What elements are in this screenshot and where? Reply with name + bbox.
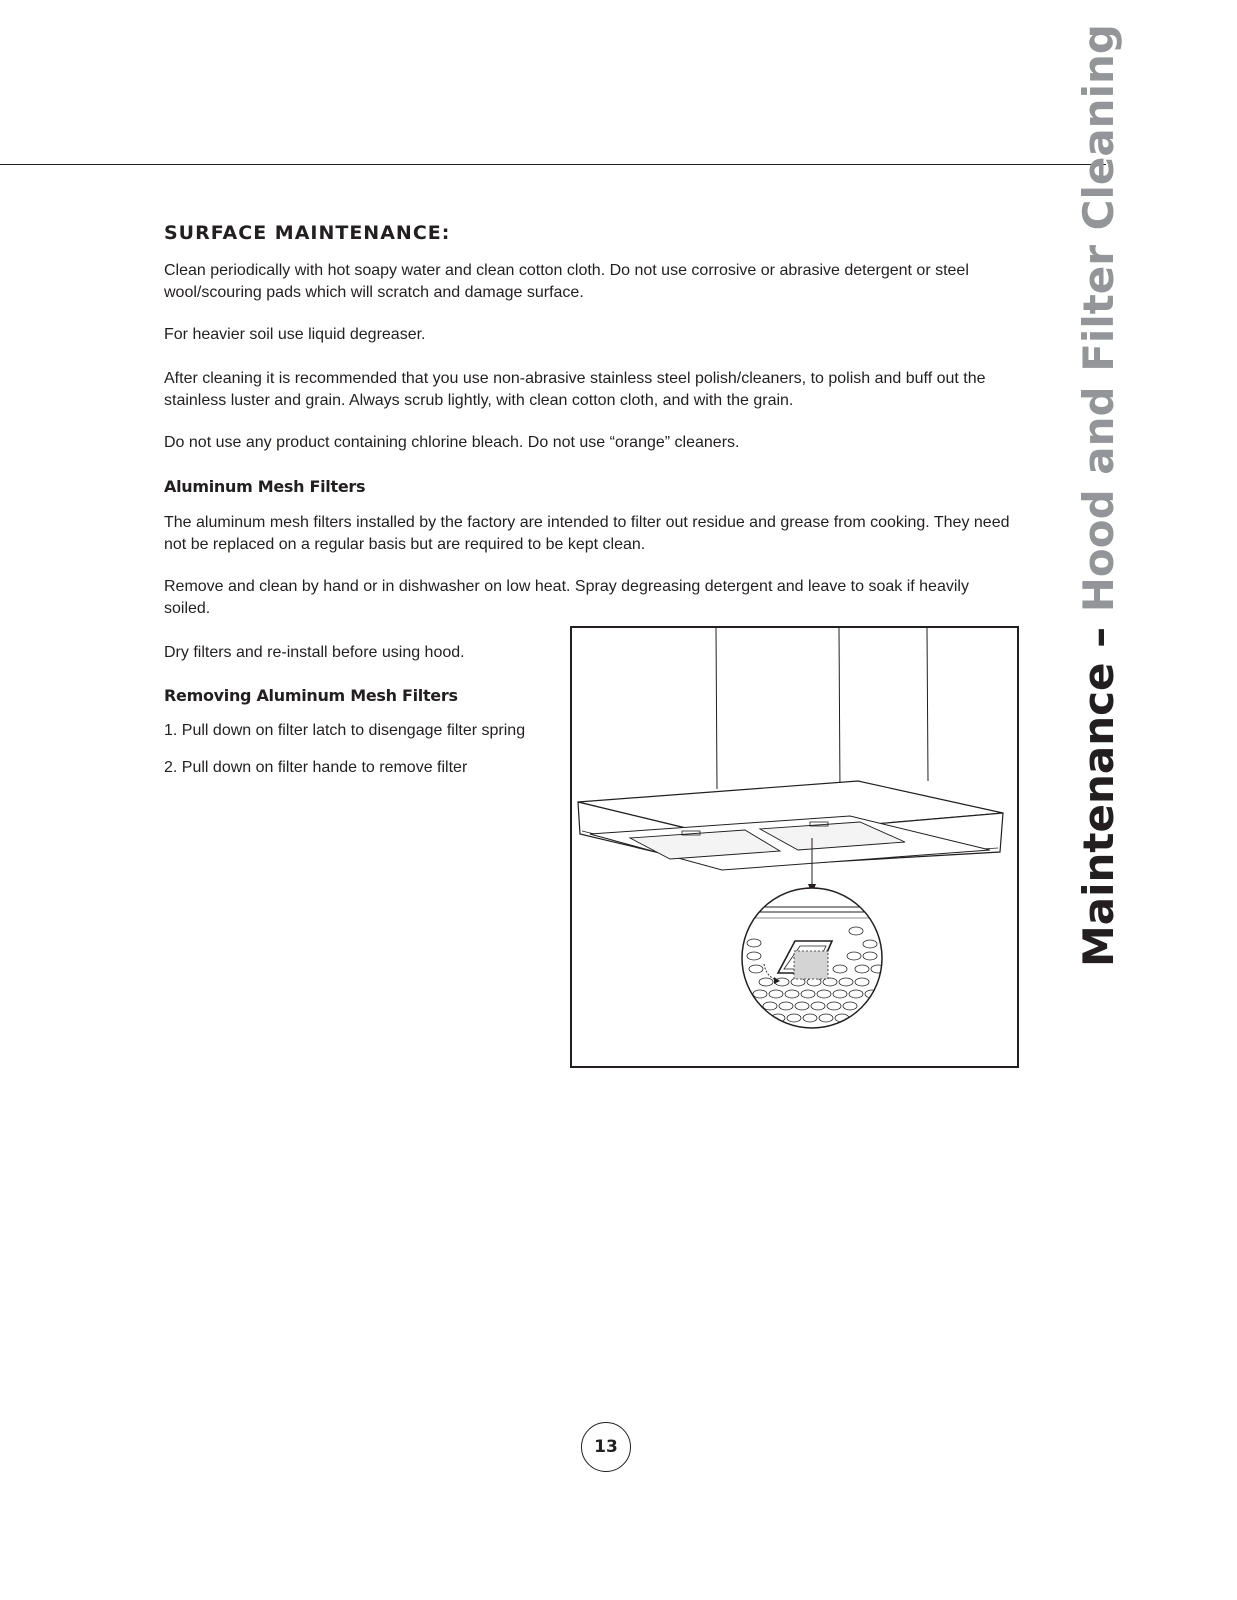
paragraph-no-bleach: Do not use any product containing chlorine bleach. Do not use “orange” cleaners.: [164, 434, 740, 451]
aluminum-filters-heading: Aluminum Mesh Filters: [164, 477, 366, 496]
hood-filter-illustration: [570, 626, 1019, 1068]
step-1: 1. Pull down on filter latch to disengage filter spring: [164, 722, 526, 739]
side-title-maintenance: Maintenance –: [1074, 612, 1123, 967]
vertical-section-title: [1074, 24, 1123, 967]
paragraph-after-cleaning: After cleaning it is recommended that you use non-abrasive stainless steel polish/cleaners, to polish and buff out the stainless luster and grain. Always scrub lightly, with clean cotton cloth, and with the grain.: [164, 370, 986, 409]
section-title: SURFACE MAINTENANCE:: [164, 222, 451, 244]
side-title-hood-filter: Hood and Filter Cleaning: [1074, 24, 1123, 613]
paragraph-filters-intended: The aluminum mesh filters installed by the factory are intended to filter out residue and grease from cooking. They need not be replaced on a regular basis but are required to be kept clean.: [164, 514, 1010, 553]
paragraph-clean-periodically: Clean periodically with hot soapy water and clean cotton cloth. Do not use corrosive or abrasive detergent or steel wool/scouring pads which will scratch and damage surface.: [164, 262, 969, 301]
main-content: [164, 222, 1014, 776]
removing-filters-heading: Removing Aluminum Mesh Filters: [164, 686, 458, 705]
paragraph-degreaser: For heavier soil use liquid degreaser.: [164, 326, 426, 343]
paragraph-dry-filters: Dry filters and re-install before using hood.: [164, 644, 465, 661]
paragraph-remove-clean: Remove and clean by hand or in dishwasher on low heat. Spray degreasing detergent and leave to soak if heavily soiled.: [164, 578, 969, 617]
page-number: 13: [581, 1422, 631, 1472]
step-2: 2. Pull down on filter hande to remove filter: [164, 759, 468, 776]
header-rule: [0, 164, 1106, 165]
